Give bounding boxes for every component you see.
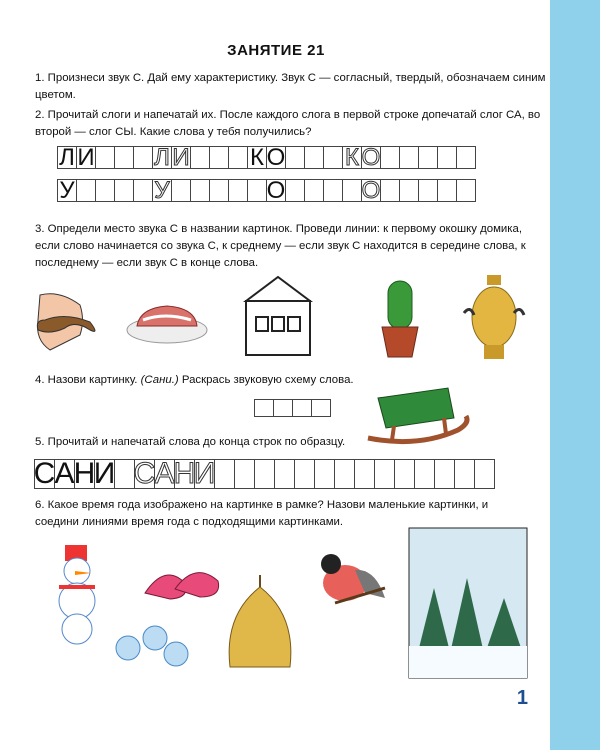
task-3-text: Определи место звука С в названии картинок. Проведи линии: к первому окошку домика, если слово начинается со звука С, к среднему — если звук С находится в середине слова, к последнему — если звук С в конце слова. bbox=[35, 223, 526, 269]
house-scheme-icon bbox=[242, 275, 314, 357]
task-2 bbox=[35, 107, 550, 141]
sound-cell[interactable] bbox=[273, 399, 293, 417]
task-1 bbox=[35, 70, 550, 104]
cell-empty[interactable] bbox=[323, 146, 343, 169]
cell-filled: И bbox=[93, 457, 116, 490]
task-4-hint: (Сани.) bbox=[140, 374, 179, 386]
cell-empty[interactable] bbox=[334, 459, 355, 489]
cell-empty[interactable] bbox=[342, 179, 362, 202]
cactus-icon bbox=[378, 277, 423, 359]
sound-cell[interactable] bbox=[311, 399, 331, 417]
task-6-text: Какое время года изображено на картинке в рамке? Назови маленькие картинки, и соедини линиями время года с подходящими картинками. bbox=[35, 499, 489, 528]
cell-empty[interactable] bbox=[234, 459, 255, 489]
cell-empty[interactable] bbox=[304, 146, 324, 169]
cell-empty[interactable] bbox=[95, 146, 115, 169]
task-3-number: 3. bbox=[35, 223, 45, 235]
cell-empty[interactable] bbox=[399, 179, 419, 202]
cell-empty[interactable] bbox=[274, 459, 295, 489]
cell-filled: Н bbox=[73, 457, 96, 490]
cell-filled: С bbox=[33, 457, 56, 490]
cell-empty[interactable] bbox=[380, 179, 400, 202]
cell-empty[interactable] bbox=[76, 179, 96, 202]
syllable-row-2 bbox=[58, 179, 476, 202]
cell-empty[interactable] bbox=[418, 146, 438, 169]
sound-scheme bbox=[255, 399, 331, 417]
cell-filled: К bbox=[247, 146, 267, 169]
snowflakes-icon bbox=[113, 620, 193, 675]
cell-empty[interactable] bbox=[171, 179, 191, 202]
copy-row bbox=[35, 459, 495, 489]
cell-empty[interactable] bbox=[314, 459, 335, 489]
cell-empty[interactable] bbox=[374, 459, 395, 489]
cell-empty[interactable] bbox=[380, 146, 400, 169]
cell-empty[interactable] bbox=[228, 179, 248, 202]
cell-empty[interactable] bbox=[437, 179, 457, 202]
cell-empty[interactable] bbox=[285, 146, 305, 169]
cell-empty[interactable] bbox=[418, 179, 438, 202]
task-6 bbox=[35, 497, 525, 531]
samovar-icon bbox=[462, 275, 527, 365]
cell-empty[interactable] bbox=[190, 146, 210, 169]
cell-empty[interactable] bbox=[434, 459, 455, 489]
task-2-text: Прочитай слоги и напечатай их. После каждого слога в первой строке допечатай слог СА, во второй — слог СЫ. Какие слова у тебя получились? bbox=[35, 109, 541, 138]
cell-filled: Л bbox=[57, 146, 77, 169]
cell-empty[interactable] bbox=[114, 146, 134, 169]
cell-dotted[interactable]: А bbox=[154, 457, 175, 490]
lesson-title: ЗАНЯТИЕ 21 bbox=[227, 42, 325, 59]
cell-empty[interactable] bbox=[456, 146, 476, 169]
task-5 bbox=[35, 434, 550, 451]
task-2-number: 2. bbox=[35, 109, 45, 121]
page-number: 1 bbox=[516, 687, 528, 709]
cell-dotted[interactable]: О bbox=[361, 144, 381, 171]
cell-empty[interactable] bbox=[228, 146, 248, 169]
cell-empty[interactable] bbox=[474, 459, 495, 489]
cell-empty[interactable] bbox=[209, 179, 229, 202]
cell-dotted[interactable]: О bbox=[361, 177, 381, 204]
cell-filled: А bbox=[54, 457, 75, 490]
cell-dotted[interactable]: С bbox=[133, 457, 156, 490]
sound-cell[interactable] bbox=[254, 399, 274, 417]
cell-empty[interactable] bbox=[456, 179, 476, 202]
cell-empty[interactable] bbox=[354, 459, 375, 489]
cell-filled: О bbox=[266, 144, 286, 171]
task-6-number: 6. bbox=[35, 499, 45, 511]
task-3 bbox=[35, 221, 550, 272]
cell-dotted[interactable]: К bbox=[342, 146, 362, 169]
cell-empty[interactable] bbox=[214, 459, 235, 489]
cell-empty[interactable] bbox=[285, 179, 305, 202]
cell-empty[interactable] bbox=[437, 146, 457, 169]
puzzle-border bbox=[550, 0, 600, 750]
cell-filled: О bbox=[266, 177, 286, 204]
cell-empty[interactable] bbox=[133, 146, 153, 169]
cell-dotted[interactable]: И bbox=[172, 144, 190, 171]
cell-empty[interactable] bbox=[114, 179, 134, 202]
cell-filled: У bbox=[57, 179, 77, 202]
task-1-text: Произнеси звук С. Дай ему характеристику. Звук С — согласный, твердый, обозначаем синим цветом. bbox=[35, 72, 546, 101]
cell-empty[interactable] bbox=[247, 179, 267, 202]
cell-empty[interactable] bbox=[414, 459, 435, 489]
cell-dotted[interactable]: Л bbox=[152, 146, 172, 169]
cell-empty[interactable] bbox=[95, 179, 115, 202]
sound-cell[interactable] bbox=[292, 399, 312, 417]
cell-empty[interactable] bbox=[304, 179, 324, 202]
task-5-text: Прочитай и напечатай слова до конца строк по образцу. bbox=[47, 436, 346, 448]
cell-empty[interactable] bbox=[294, 459, 315, 489]
snowman-icon bbox=[45, 545, 110, 645]
cell-empty[interactable] bbox=[190, 179, 210, 202]
cell-empty[interactable] bbox=[323, 179, 343, 202]
cell-empty[interactable] bbox=[399, 146, 419, 169]
cell-empty[interactable] bbox=[454, 459, 475, 489]
mustache-icon bbox=[30, 290, 100, 360]
cell-empty[interactable] bbox=[114, 459, 135, 489]
task-4-number: 4. bbox=[35, 374, 45, 386]
winter-forest-icon bbox=[409, 528, 527, 678]
cell-dotted[interactable]: У bbox=[152, 179, 172, 202]
task-4-text-2: Раскрась звуковую схему слова. bbox=[181, 374, 354, 386]
cell-empty[interactable] bbox=[254, 459, 275, 489]
sandals-icon bbox=[140, 553, 225, 603]
cell-dotted[interactable]: Н bbox=[173, 457, 196, 490]
cell-dotted[interactable]: И bbox=[193, 457, 216, 490]
task-4-text: Назови картинку. bbox=[47, 374, 138, 386]
cell-empty[interactable] bbox=[133, 179, 153, 202]
haystack-icon bbox=[222, 575, 297, 670]
meat-icon bbox=[125, 298, 210, 348]
syllable-row-1 bbox=[58, 146, 476, 169]
task-1-number: 1. bbox=[35, 72, 45, 84]
cell-empty[interactable] bbox=[209, 146, 229, 169]
task-5-number: 5. bbox=[35, 436, 45, 448]
cell-filled: И bbox=[77, 144, 95, 171]
cell-empty[interactable] bbox=[394, 459, 415, 489]
bullfinch-icon bbox=[315, 548, 390, 618]
